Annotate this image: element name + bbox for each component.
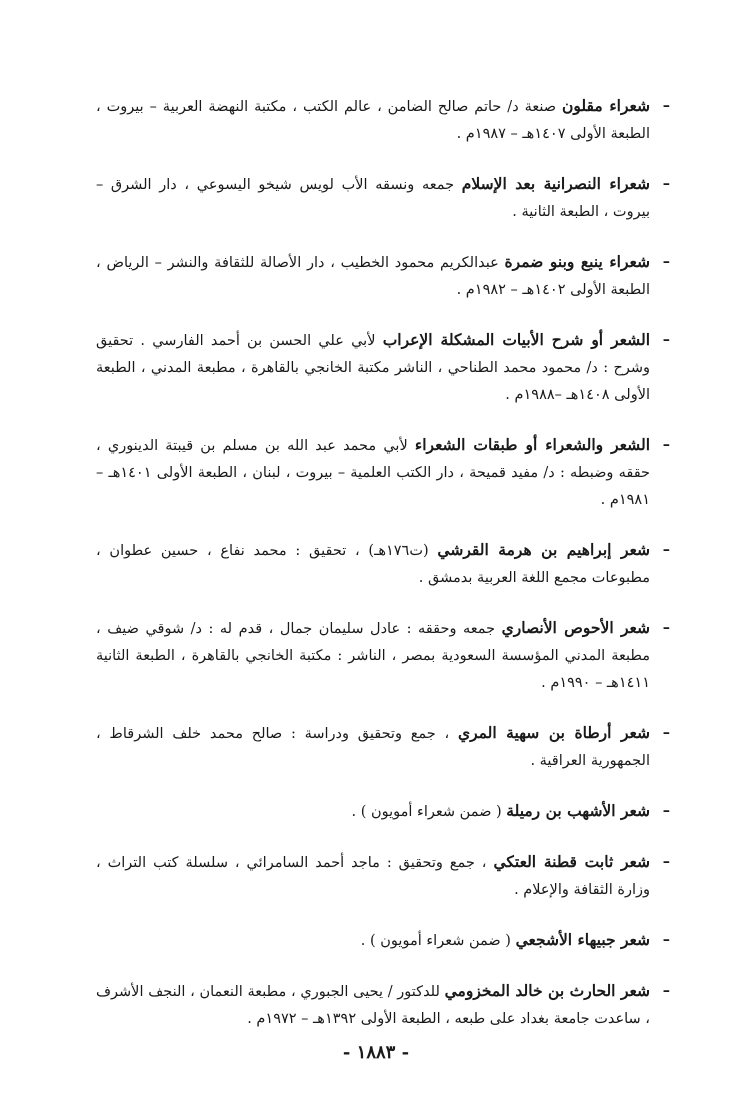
entry-dash: –	[662, 175, 670, 192]
bibliography-entry	[96, 326, 670, 409]
entry-title: شعر الأشهب بن رميلة	[506, 801, 650, 820]
page-number: - ١٨٨٣ -	[342, 1042, 410, 1063]
entry-title: الشعر والشعراء أو طبقات الشعراء	[414, 435, 651, 454]
bibliography-entry	[96, 92, 670, 148]
entry-title: شعراء مقلون	[561, 96, 650, 115]
entry-dash: –	[662, 541, 670, 558]
entry-title: شعراء ينبع وبنو ضمرة	[504, 252, 650, 271]
entry-dash: –	[662, 802, 670, 819]
entry-dash: –	[662, 853, 670, 870]
entry-body: جمعه ونسقه الأب لويس شيخو اليسوعي ، دار الشرق – بيروت ، الطبعة الثانية .	[96, 177, 650, 220]
entry-title: الشعر أو شرح الأبيات المشكلة الإعراب	[382, 330, 650, 349]
bibliography-entry	[96, 248, 670, 304]
entry-body: لأبي محمد عبد الله بن مسلم بن قيبتة الدينوري ، حققه وضبطه : د/ مفيد قميحة ، دار الكتب العلمية – بيروت ، لبنان ، الطبعة الأولى ١٤٠١هـ – ١٩٨١م .	[96, 438, 650, 508]
entry-body: ( ضمن شعراء أمويون ) .	[360, 933, 511, 949]
entry-dash: –	[662, 97, 670, 114]
bibliography-entry	[96, 170, 670, 226]
entry-dash: –	[662, 724, 670, 741]
bibliography-list	[96, 92, 670, 1055]
entry-body: صنعة د/ حاتم صالح الضامن ، عالم الكتب ، مكتبة النهضة العربية – بيروت ، الطبعة الأولى ١٤٠٧هـ – ١٩٨٧م .	[96, 99, 650, 142]
entry-dash: –	[662, 253, 670, 270]
entry-body: للدكتور / يحيى الجبوري ، مطبعة النعمان ، النجف الأشرف ، ساعدت جامعة بغداد على طبعه ، الطبعة الأولى ١٣٩٢هـ – ١٩٧٢م .	[96, 984, 650, 1027]
bibliography-entry	[96, 431, 670, 514]
bibliography-entry	[96, 536, 670, 592]
entry-dash: –	[662, 331, 670, 348]
entry-dash: –	[662, 436, 670, 453]
bibliography-entry	[96, 977, 670, 1033]
entry-body: (ت١٧٦هـ) ، تحقيق : محمد نفاع ، حسين عطوان ، مطبوعات مجمع اللغة العربية بدمشق .	[96, 543, 650, 586]
bibliography-entry	[96, 719, 670, 775]
entry-body: ، جمع وتحقيق ودراسة : صالح محمد خلف الشرقاط ، الجمهورية العراقية .	[96, 726, 650, 769]
entry-dash: –	[662, 619, 670, 636]
entry-title: شعر جبيهاء الأشجعي	[515, 930, 650, 949]
entry-title: شعر أرطاة بن سهية المري	[457, 723, 651, 742]
entry-title: شعراء النصرانية بعد الإسلام	[461, 174, 651, 193]
bibliography-entry	[96, 797, 670, 826]
bibliography-entry	[96, 926, 670, 955]
bibliography-entry	[96, 848, 670, 904]
bibliography-entry	[96, 614, 670, 697]
entry-body: ( ضمن شعراء أمويون ) .	[351, 804, 502, 820]
entry-title: شعر ثابت قطنة العتكي	[493, 852, 651, 871]
entry-title: شعر إبراهيم بن هرمة القرشي	[437, 540, 650, 559]
entry-body: لأبي علي الحسن بن أحمد الفارسي . تحقيق وشرح : د/ محمود محمد الطناحي ، الناشر مكتبة الخانجي بالقاهرة ، مطبعة المدني ، الطبعة الأولى ١٤٠٨هـ –١٩٨٨م .	[96, 333, 650, 403]
entry-title: شعر الحارث بن خالد المخزومي	[444, 981, 651, 1000]
entry-dash: –	[662, 931, 670, 948]
entry-dash: –	[662, 982, 670, 999]
entry-body: ، جمع وتحقيق : ماجد أحمد السامرائي ، سلسلة كتب التراث ، وزارة الثقافة والإعلام .	[96, 855, 650, 898]
entry-title: شعر الأحوص الأنصاري	[501, 618, 650, 637]
entry-body: عبدالكريم محمود الخطيب ، دار الأصالة للثقافة والنشر – الرياض ، الطبعة الأولى ١٤٠٢هـ – ١٩٨٢م .	[96, 255, 650, 298]
entry-body: جمعه وحققه : عادل سليمان جمال ، قدم له : د/ شوقي ضيف ، مطبعة المدني المؤسسة السعودية بمصر ، الناشر : مكتبة الخانجي بالقاهرة ، الطبعة الثانية ١٤١١هـ – ١٩٩٠م .	[96, 621, 650, 691]
